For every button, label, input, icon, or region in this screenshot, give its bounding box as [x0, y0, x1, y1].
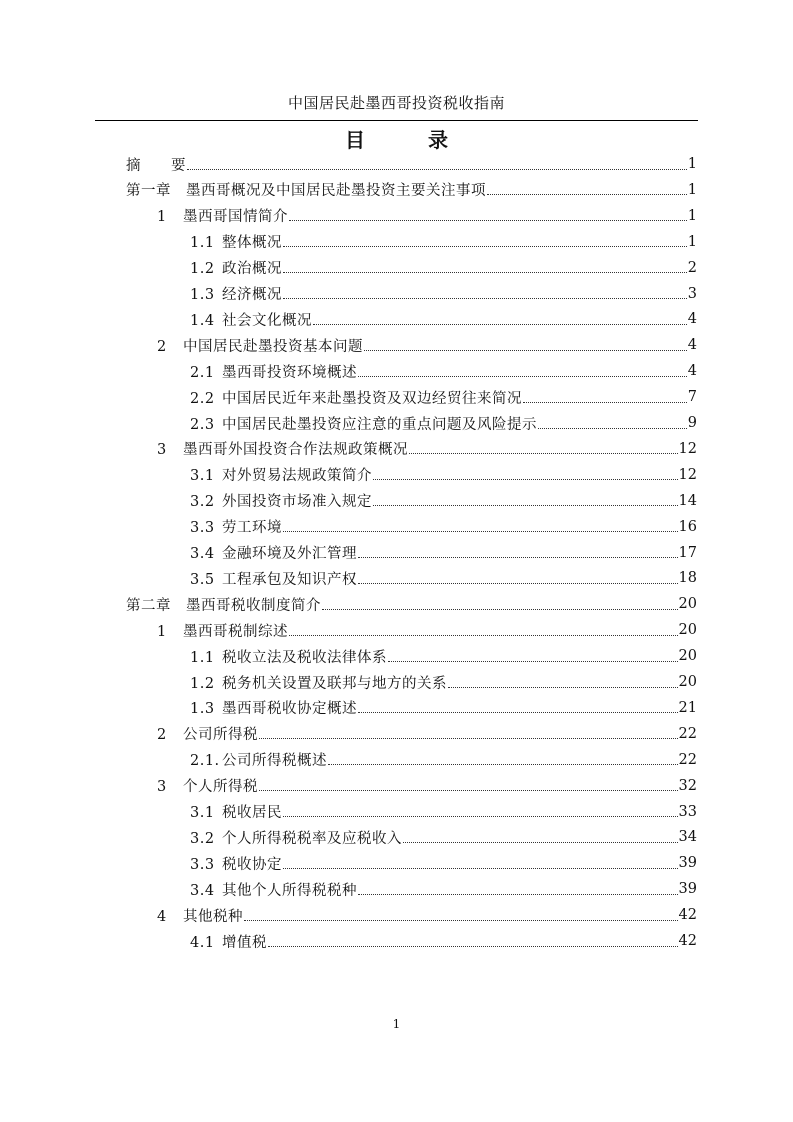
toc-entry-label — [157, 620, 288, 641]
dot-leader — [388, 661, 678, 662]
dot-leader — [289, 635, 678, 636]
toc-entry-number: 2 — [157, 338, 167, 355]
toc-entry-title: 公司所得税 — [183, 727, 258, 744]
toc-entry[interactable] — [190, 385, 697, 409]
dot-leader — [283, 531, 678, 532]
toc-entry[interactable] — [190, 463, 697, 487]
toc-entry-label — [190, 672, 447, 693]
toc-entry-number: 1.1 — [190, 649, 215, 666]
toc-entry-page: 21 — [678, 699, 697, 716]
toc-entry-title: 墨西哥税制综述 — [183, 623, 288, 640]
toc-entry-label — [190, 490, 372, 511]
toc-entry-number: 1 — [157, 209, 167, 226]
dot-leader — [523, 402, 687, 403]
toc-entry-number: 4.1 — [190, 934, 215, 951]
toc-entry-number: 3.1 — [190, 805, 215, 821]
toc-entry[interactable] — [190, 929, 697, 953]
dot-leader — [358, 557, 678, 558]
toc-entry[interactable] — [190, 307, 697, 331]
toc-entry-number: 3.2 — [190, 830, 215, 847]
dot-leader — [322, 609, 678, 610]
toc-entry[interactable] — [157, 722, 697, 746]
toc-entry-number: 1.3 — [190, 287, 215, 303]
toc-entry[interactable] — [190, 696, 697, 720]
toc-entry-number: 3.4 — [190, 882, 215, 899]
toc-entry-label — [190, 801, 282, 822]
toc-entry-label — [190, 413, 537, 434]
toc-entry[interactable] — [157, 903, 697, 927]
toc-entry[interactable] — [190, 566, 697, 590]
dot-leader — [328, 764, 678, 765]
toc-entry[interactable] — [190, 877, 697, 901]
toc-entry-title: 劳工环境 — [222, 520, 282, 537]
dot-leader — [403, 842, 678, 843]
toc-entry[interactable] — [190, 644, 697, 668]
toc-entry-page: 42 — [678, 907, 697, 924]
toc-entry-number: 1.3 — [190, 701, 215, 718]
toc-entry[interactable] — [190, 515, 697, 539]
toc-entry[interactable] — [190, 256, 697, 280]
toc-entry-page: 17 — [678, 544, 697, 561]
toc-entry-page: 20 — [678, 674, 697, 690]
toc-entry-number: 3.3 — [190, 520, 215, 537]
toc-entry-title: 摘 要 — [126, 157, 186, 174]
toc-entry-label — [157, 723, 258, 744]
toc-entry-title: 整体概况 — [222, 235, 282, 252]
page-number: 1 — [392, 1017, 401, 1031]
toc-entry-label — [190, 879, 357, 900]
toc-entry-title: 金融环境及外汇管理 — [222, 546, 357, 562]
toc-entry-label — [126, 179, 486, 200]
toc-entry-label — [126, 154, 186, 175]
toc-entry[interactable] — [190, 411, 697, 435]
toc-entry-label — [190, 361, 357, 382]
toc-entry-page: 1 — [687, 233, 697, 250]
toc-entry-title: 工程承包及知识产权 — [222, 571, 357, 588]
toc-entry-number: 3.4 — [190, 546, 215, 562]
toc-entry-label — [157, 905, 243, 926]
dot-leader — [313, 324, 687, 325]
toc-entry-title: 税收协定 — [222, 856, 282, 873]
toc-entry-label — [190, 387, 522, 408]
toc-entry-page: 34 — [678, 829, 697, 846]
toc-entry-page: 33 — [678, 803, 697, 820]
toc-entry-page: 12 — [678, 440, 697, 457]
toc-entry-page: 22 — [678, 725, 697, 742]
toc-entry-title: 外国投资市场准入规定 — [222, 494, 372, 511]
toc-entry[interactable] — [190, 282, 697, 306]
dot-leader — [289, 220, 687, 221]
toc-entry[interactable] — [157, 204, 697, 228]
toc-entry-label — [126, 594, 321, 615]
toc-entry-page: 20 — [678, 622, 697, 639]
toc-entry-title: 墨西哥外国投资合作法规政策概况 — [183, 442, 408, 459]
toc-entry-title: 税务机关设置及联邦与地方的关系 — [222, 675, 447, 692]
toc-entry-title: 增值税 — [222, 934, 267, 951]
toc-entry[interactable] — [190, 230, 697, 254]
toc-entry-label — [157, 205, 288, 226]
toc-title: 目 录 — [345, 128, 476, 152]
toc-entry-number: 1.2 — [190, 261, 215, 278]
toc-entry-page: 4 — [687, 337, 697, 354]
toc-entry-label — [190, 646, 387, 667]
toc-entry-number: 3.2 — [190, 494, 215, 511]
toc-entry[interactable] — [190, 800, 697, 824]
toc-entry-title: 个人所得税 — [183, 779, 258, 796]
toc-entry-label — [190, 568, 357, 589]
toc-entry-title: 其他个人所得税税种 — [222, 882, 357, 899]
toc-entry-page: 1 — [687, 181, 697, 198]
toc-entry-number: 2 — [157, 727, 167, 744]
toc-entry-page: 16 — [678, 518, 697, 535]
toc-entry[interactable] — [190, 825, 697, 849]
header-rule — [95, 120, 698, 121]
toc-entry-page: 12 — [678, 466, 697, 483]
toc-entry-number: 2.3 — [190, 416, 215, 433]
dot-leader — [364, 350, 687, 351]
toc-entry-title: 中国居民赴墨投资应注意的重点问题及风险提示 — [222, 416, 537, 433]
toc-entry-page: 20 — [678, 596, 697, 613]
dot-leader — [358, 376, 687, 377]
dot-leader — [373, 479, 678, 480]
toc-entry-title: 政治概况 — [222, 261, 282, 278]
toc-entry-number: 1.2 — [190, 675, 215, 692]
toc-entry-page: 4 — [687, 311, 697, 328]
toc-entry-page: 7 — [687, 389, 697, 406]
toc-entry-title: 其他税种 — [183, 908, 243, 925]
dot-leader — [358, 712, 678, 713]
toc-entry[interactable] — [157, 333, 697, 357]
toc-entry-label — [190, 257, 282, 278]
toc-entry-page: 18 — [678, 570, 697, 587]
toc-entry[interactable] — [157, 774, 697, 798]
toc-entry-title: 第一章 墨西哥概况及中国居民赴墨投资主要关注事项 — [126, 183, 486, 200]
dot-leader — [283, 272, 687, 273]
toc-entry-page: 2 — [687, 259, 697, 276]
toc-entry[interactable] — [126, 592, 697, 616]
toc-entry-number: 2.1 — [190, 364, 215, 381]
toc-entry-label — [190, 309, 312, 330]
toc-entry-number: 3 — [157, 779, 167, 796]
toc-entry-title: 墨西哥国情简介 — [183, 209, 288, 226]
dot-leader — [358, 894, 678, 895]
toc-entry-page: 20 — [678, 648, 697, 665]
dot-leader — [373, 505, 678, 506]
toc-entry-label — [190, 853, 282, 874]
dot-leader — [538, 428, 687, 429]
dot-leader — [358, 583, 678, 584]
toc-entry-title: 中国居民赴墨投资基本问题 — [183, 338, 363, 355]
toc-entry-page: 1 — [687, 156, 697, 172]
toc-entry-label — [157, 775, 258, 796]
dot-leader — [187, 169, 687, 170]
toc-entry-page: 14 — [678, 492, 697, 509]
toc-entry[interactable] — [190, 851, 697, 875]
toc-entry-title: 墨西哥投资环境概述 — [222, 364, 357, 381]
toc-entry-title: 社会文化概况 — [222, 312, 312, 329]
dot-leader — [283, 816, 678, 817]
toc-entry-label — [190, 931, 267, 952]
toc-entry-label — [190, 697, 357, 718]
toc-entry[interactable] — [126, 178, 697, 202]
toc-entry-title: 中国居民近年来赴墨投资及双边经贸往来简况 — [222, 390, 522, 407]
toc-entry-title: 税收立法及税收法律体系 — [222, 649, 387, 666]
toc-entry-page: 42 — [678, 933, 697, 949]
toc-entry-label — [190, 827, 402, 848]
toc-entry-page: 39 — [678, 855, 697, 872]
toc-entry[interactable] — [126, 152, 697, 176]
toc-entry-number: 3.1 — [190, 468, 215, 485]
toc-entry-title: 个人所得税税率及应税收入 — [222, 830, 402, 847]
toc-entry-number: 1 — [157, 623, 167, 640]
dot-leader — [487, 194, 687, 195]
toc-entry-number: 3.5 — [190, 571, 215, 588]
dot-leader — [283, 246, 687, 247]
toc-entry-label — [190, 516, 282, 537]
toc-entry-page: 32 — [678, 777, 697, 794]
running-header: 中国居民赴墨西哥投资税收指南 — [287, 94, 505, 112]
toc-entry-title: 经济概况 — [222, 287, 282, 303]
toc-entry-page: 9 — [687, 415, 697, 431]
toc-entry-label — [190, 749, 327, 770]
toc-entry[interactable] — [190, 489, 697, 513]
toc-entry-page: 3 — [687, 285, 697, 302]
toc-entry-page: 1 — [687, 207, 697, 224]
toc-entry[interactable] — [190, 541, 697, 565]
toc-entry-title: 对外贸易法规政策简介 — [222, 468, 372, 485]
dot-leader — [268, 946, 678, 947]
toc-entry-label — [190, 283, 282, 304]
toc-entry-number: 2.1. — [190, 753, 220, 770]
toc-entry[interactable] — [157, 437, 697, 461]
toc-entry-label — [157, 438, 408, 459]
dot-leader — [409, 453, 678, 454]
dot-leader — [244, 920, 678, 921]
dot-leader — [283, 298, 687, 299]
toc-entry-label — [190, 464, 372, 485]
toc-entry[interactable] — [190, 748, 697, 772]
toc-entry-number: 1.1 — [190, 235, 215, 252]
toc-entry[interactable] — [190, 359, 697, 383]
toc-entry-page: 4 — [687, 363, 697, 380]
toc-entry[interactable] — [190, 670, 697, 694]
toc-entry-number: 2.2 — [190, 390, 215, 407]
toc-entry[interactable] — [157, 618, 697, 642]
dot-leader — [259, 738, 678, 739]
dot-leader — [283, 868, 678, 869]
toc-entry-title: 墨西哥税收协定概述 — [222, 701, 357, 718]
toc-entry-label — [157, 335, 363, 356]
dot-leader — [448, 687, 678, 688]
toc-entry-title: 税收居民 — [222, 805, 282, 821]
toc-entry-page: 39 — [678, 881, 697, 898]
toc-entry-label — [190, 231, 282, 252]
toc-entry-number: 1.4 — [190, 312, 215, 329]
dot-leader — [259, 790, 678, 791]
toc-entry-title: 公司所得税概述 — [222, 753, 327, 770]
toc-entry-number: 3.3 — [190, 856, 215, 873]
toc-entry-title: 第二章 墨西哥税收制度简介 — [126, 597, 321, 614]
toc-entry-page: 22 — [678, 751, 697, 768]
toc-entry-number: 4 — [157, 908, 167, 925]
toc-entry-label — [190, 542, 357, 563]
toc-entry-number: 3 — [157, 442, 167, 459]
